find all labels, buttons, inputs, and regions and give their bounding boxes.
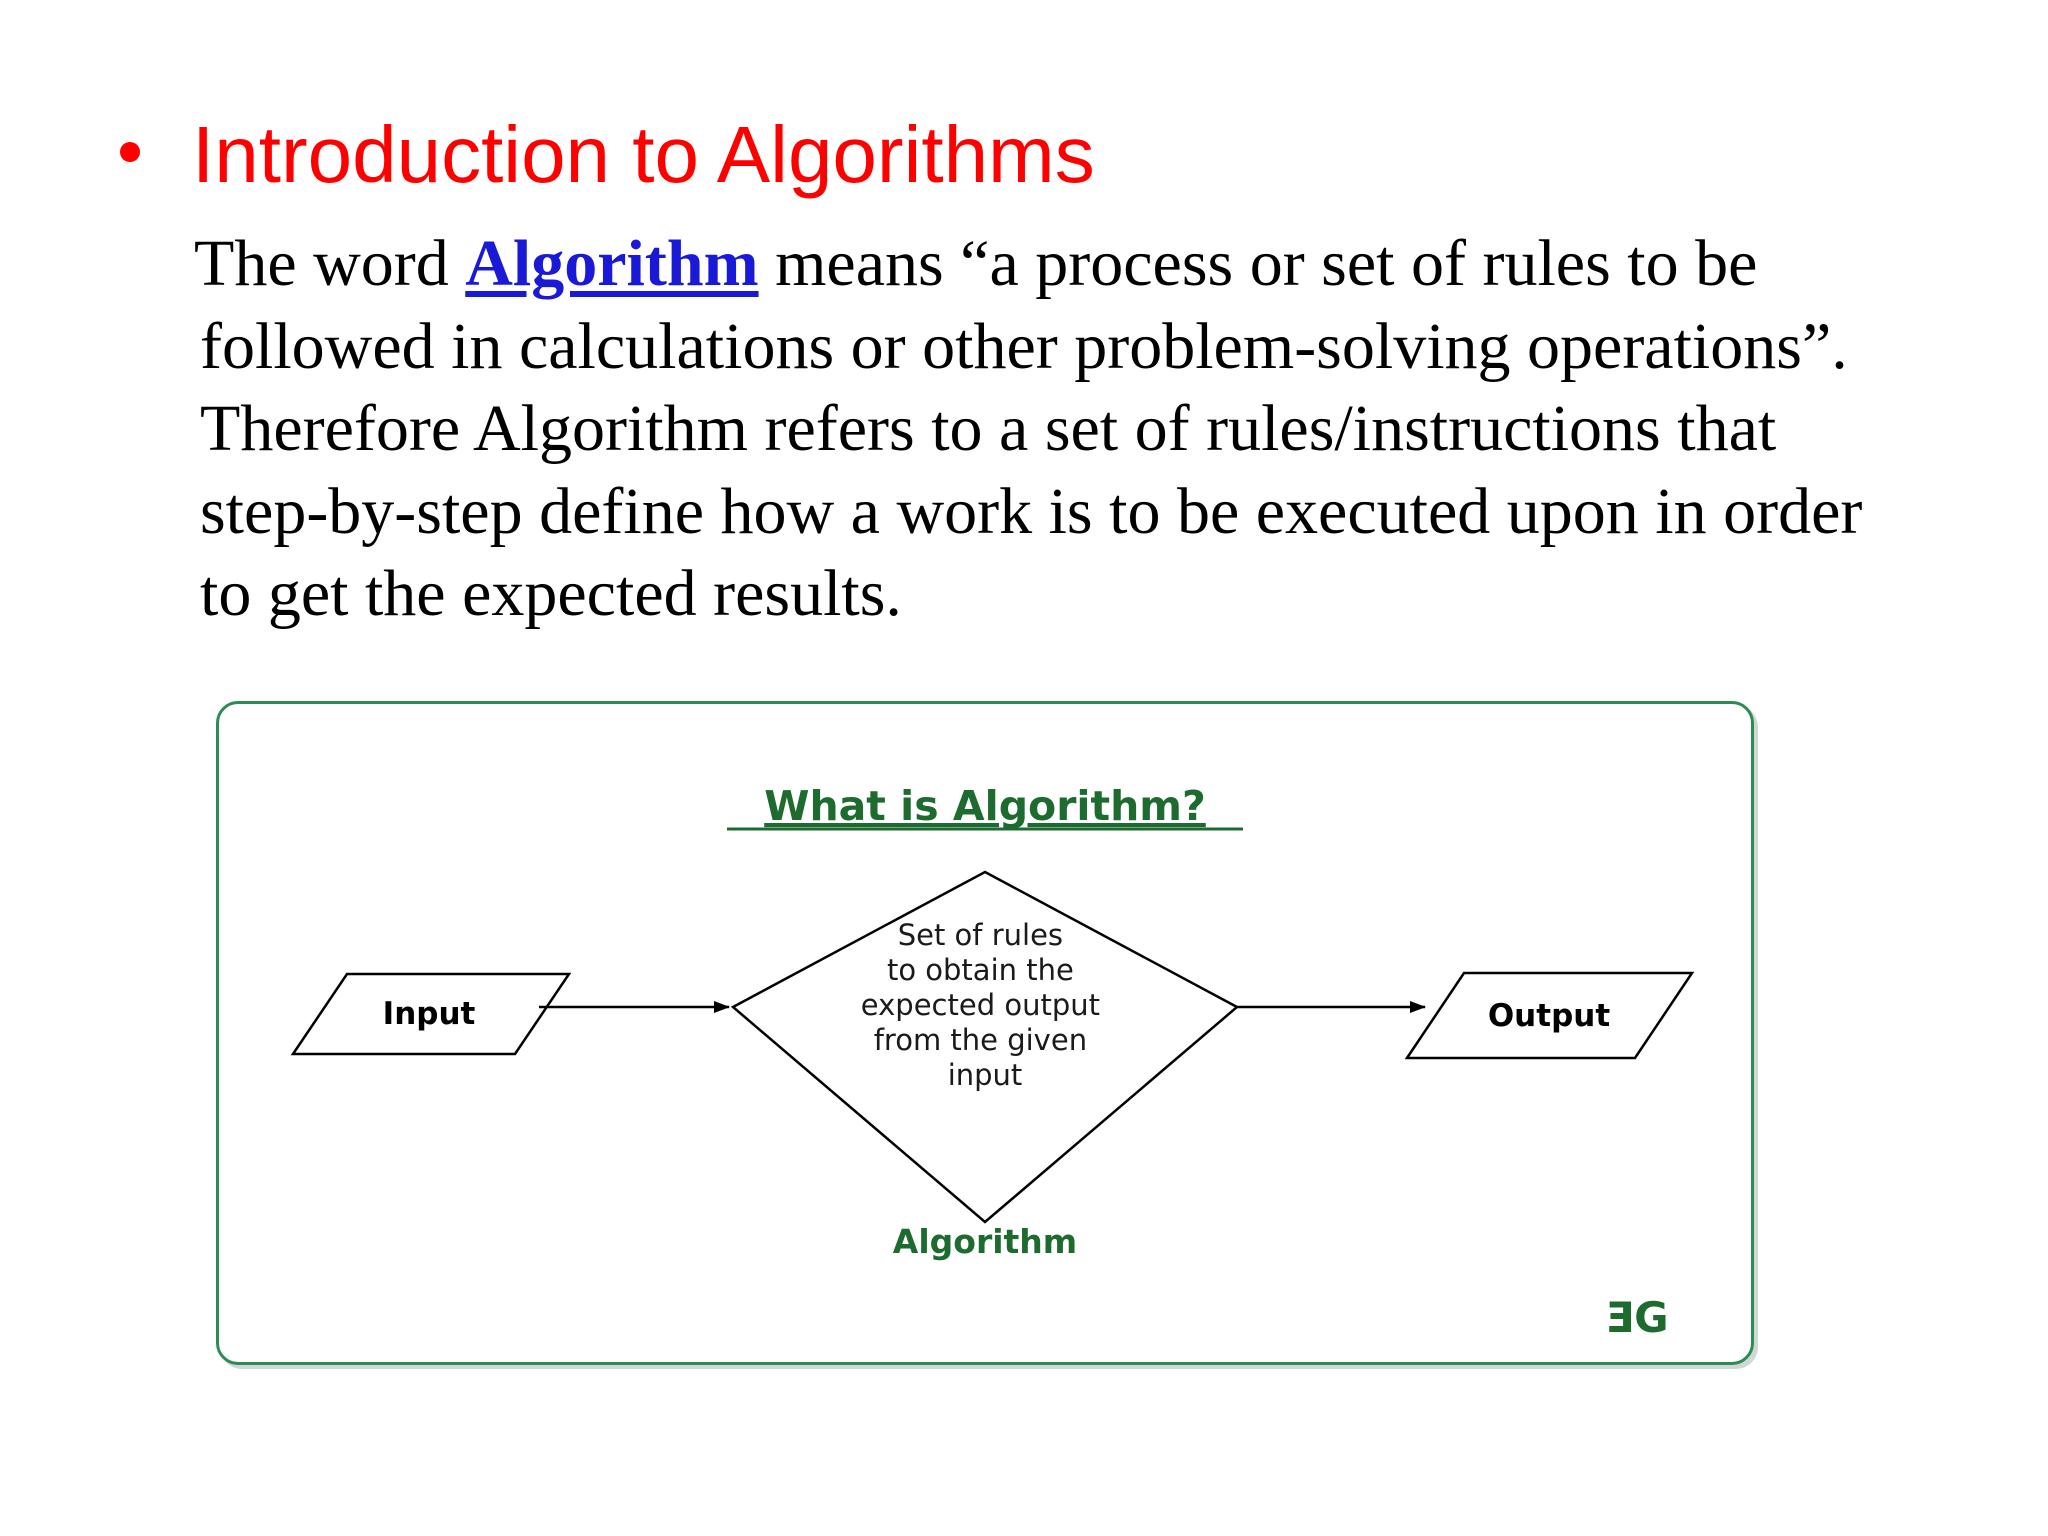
gfg-logo-icon: ƎG <box>1605 1293 1669 1342</box>
output-label: Output <box>1487 998 1611 1034</box>
heading-row <box>120 100 1095 210</box>
slide-heading: Introduction to Algorithms <box>192 110 1095 199</box>
process-line: input <box>947 1058 1023 1092</box>
body-line: followed in calculations or other problem-solving operations”. <box>200 309 1848 383</box>
process-line: to obtain the <box>886 953 1074 987</box>
input-label: Input <box>382 996 476 1032</box>
body-text-segment: means “a process or set of rules to be <box>758 227 1758 300</box>
body-text-segment: The word <box>194 227 466 300</box>
flowchart <box>219 704 1751 1362</box>
algorithm-figure <box>216 701 1754 1365</box>
body-line: step-by-step define how a work is to be executed upon in order <box>200 474 1863 548</box>
body-paragraph <box>194 223 1980 636</box>
process-line: expected output <box>860 988 1100 1022</box>
body-line: Therefore Algorithm refers to a set of rules/instructions that <box>200 392 1777 465</box>
bullet-icon <box>120 142 140 162</box>
process-line: from the given <box>873 1023 1088 1057</box>
body-line <box>194 223 1980 306</box>
process-caption: Algorithm <box>892 1222 1078 1261</box>
figure-title: What is Algorithm? <box>764 782 1206 830</box>
algorithm-link[interactable]: Algorithm <box>465 227 759 300</box>
body-line: to get the expected results. <box>200 557 902 630</box>
process-line: Set of rules <box>897 918 1064 952</box>
